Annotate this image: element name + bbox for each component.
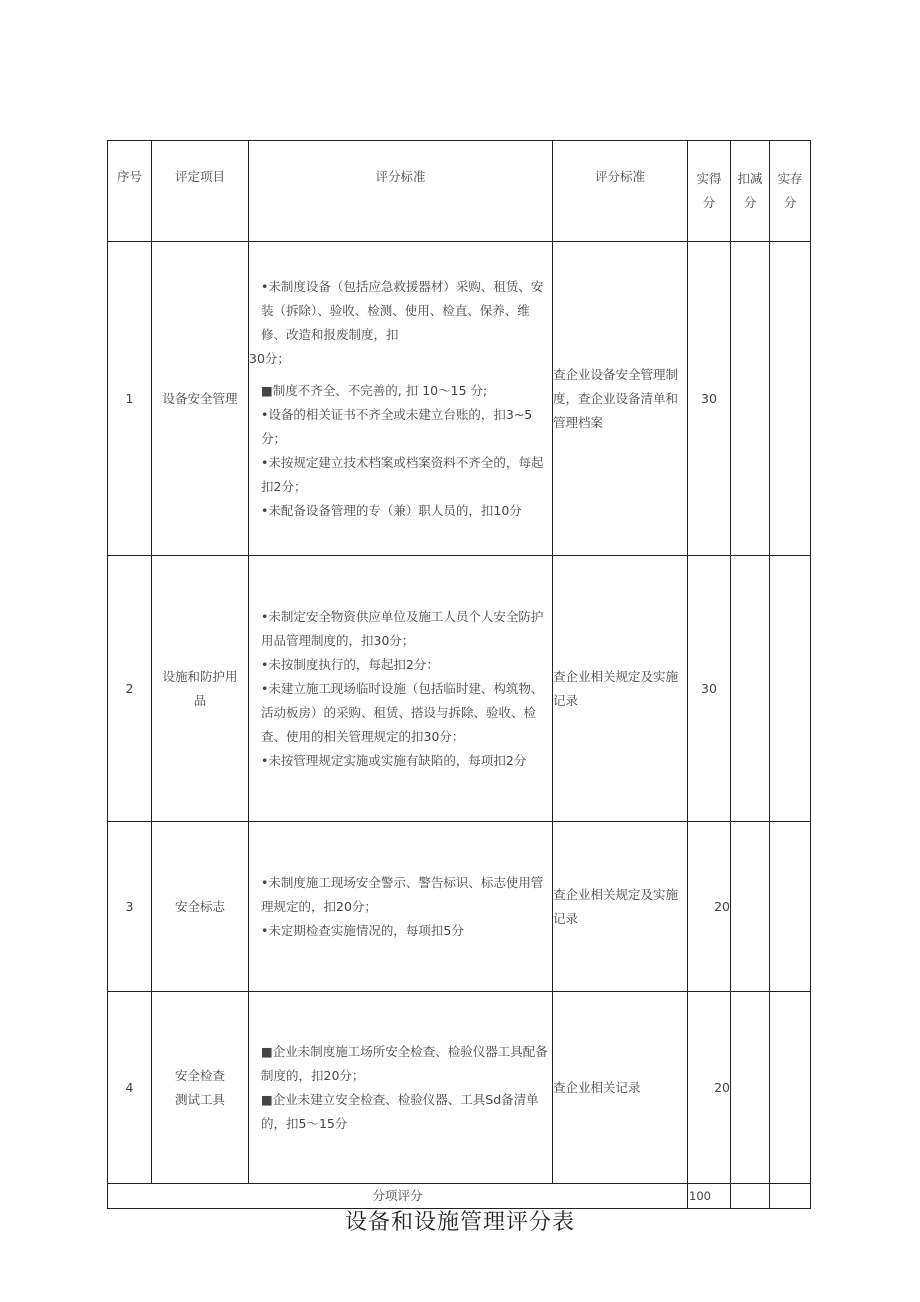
row-no: 1 [108, 242, 152, 556]
row-item: 安全检查 测试工具 [152, 992, 249, 1184]
row-deduct [731, 822, 770, 992]
row-item: 安全标志 [152, 822, 249, 992]
row-no: 4 [108, 992, 152, 1184]
summary-total: 100 [688, 1184, 731, 1209]
row-criteria: ■企业未制度施工场所安全检查、检验仪器工具配备制度的，扣20分； ■企业未建立安全检查、检验仪器、工具Sd备清单的，扣5～15分 [249, 992, 553, 1184]
row-deduct [731, 242, 770, 556]
summary-label: 分项评分 [108, 1184, 688, 1209]
row-criteria: •未制度施工现场安全警示、警告标识、标志使用管理规定的，扣20分； •未定期检查实施情况的，每项扣5分 [249, 822, 553, 992]
row-no: 3 [108, 822, 152, 992]
row-criteria: •未制定安全物资供应单位及施工人员个人安全防护用品管理制度的，扣30分； •未按制度执行的，每起扣2分： •未建立施工现场临时设施（包括临时建、构筑物、活动板房）的采购、租赁、搭设与拆除、验收、检查、使用的相关管理规定的扣30分： •未按管理规定实施或实施有缺陷的，每项扣2分 [249, 556, 553, 822]
row-method: 查企业设备安全管理制度，查企业设备清单和管理档案 [553, 242, 688, 556]
header-score-should: 实得 分 [688, 141, 731, 242]
header-item: 评定项目 [152, 141, 249, 242]
header-no: 序号 [108, 141, 152, 242]
row-criteria: •未制度设备（包括应急救援器材）采购、租赁、安装（拆除）、验收、检测、使用、检直、保养、维修、改造和报废制度，扣 30分； ■制度不齐全、不完善的, 扣 10～15 分; •设备的相关证书不齐全或未建立台账的，扣3~5分； •未按规定建立技术档案或档案资料不齐全的，每起扣2分； •未配备设备管理的专（兼）职人员的，扣10分 [249, 242, 553, 556]
row-actual [770, 556, 811, 822]
row-score: 30 [688, 242, 731, 556]
document-title: 设备和设施管理评分表 [344, 1210, 575, 1235]
row-method: 查企业相关规定及实施记录 [553, 822, 688, 992]
header-score-actual: 实存 分 [770, 141, 811, 242]
score-table [107, 140, 811, 1209]
row-item: 设施和防护用 品 [152, 556, 249, 822]
row-score: 30 [688, 556, 731, 822]
row-score: 20 [688, 822, 731, 992]
table-row [108, 822, 811, 992]
row-item: 设备安全管理 [152, 242, 249, 556]
table-row [108, 992, 811, 1184]
row-deduct [731, 992, 770, 1184]
header-row [108, 141, 811, 242]
row-deduct [731, 556, 770, 822]
table-row [108, 242, 811, 556]
row-actual [770, 822, 811, 992]
header-criteria: 评分标准 [249, 141, 553, 242]
header-method: 评分标准 [553, 141, 688, 242]
row-method: 查企业相关规定及实施记录 [553, 556, 688, 822]
row-actual [770, 242, 811, 556]
table-row [108, 556, 811, 822]
row-no: 2 [108, 556, 152, 822]
row-method: 查企业相关记录 [553, 992, 688, 1184]
row-actual [770, 992, 811, 1184]
header-score-deduct: 扣减 分 [731, 141, 770, 242]
row-score: 20 [688, 992, 731, 1184]
